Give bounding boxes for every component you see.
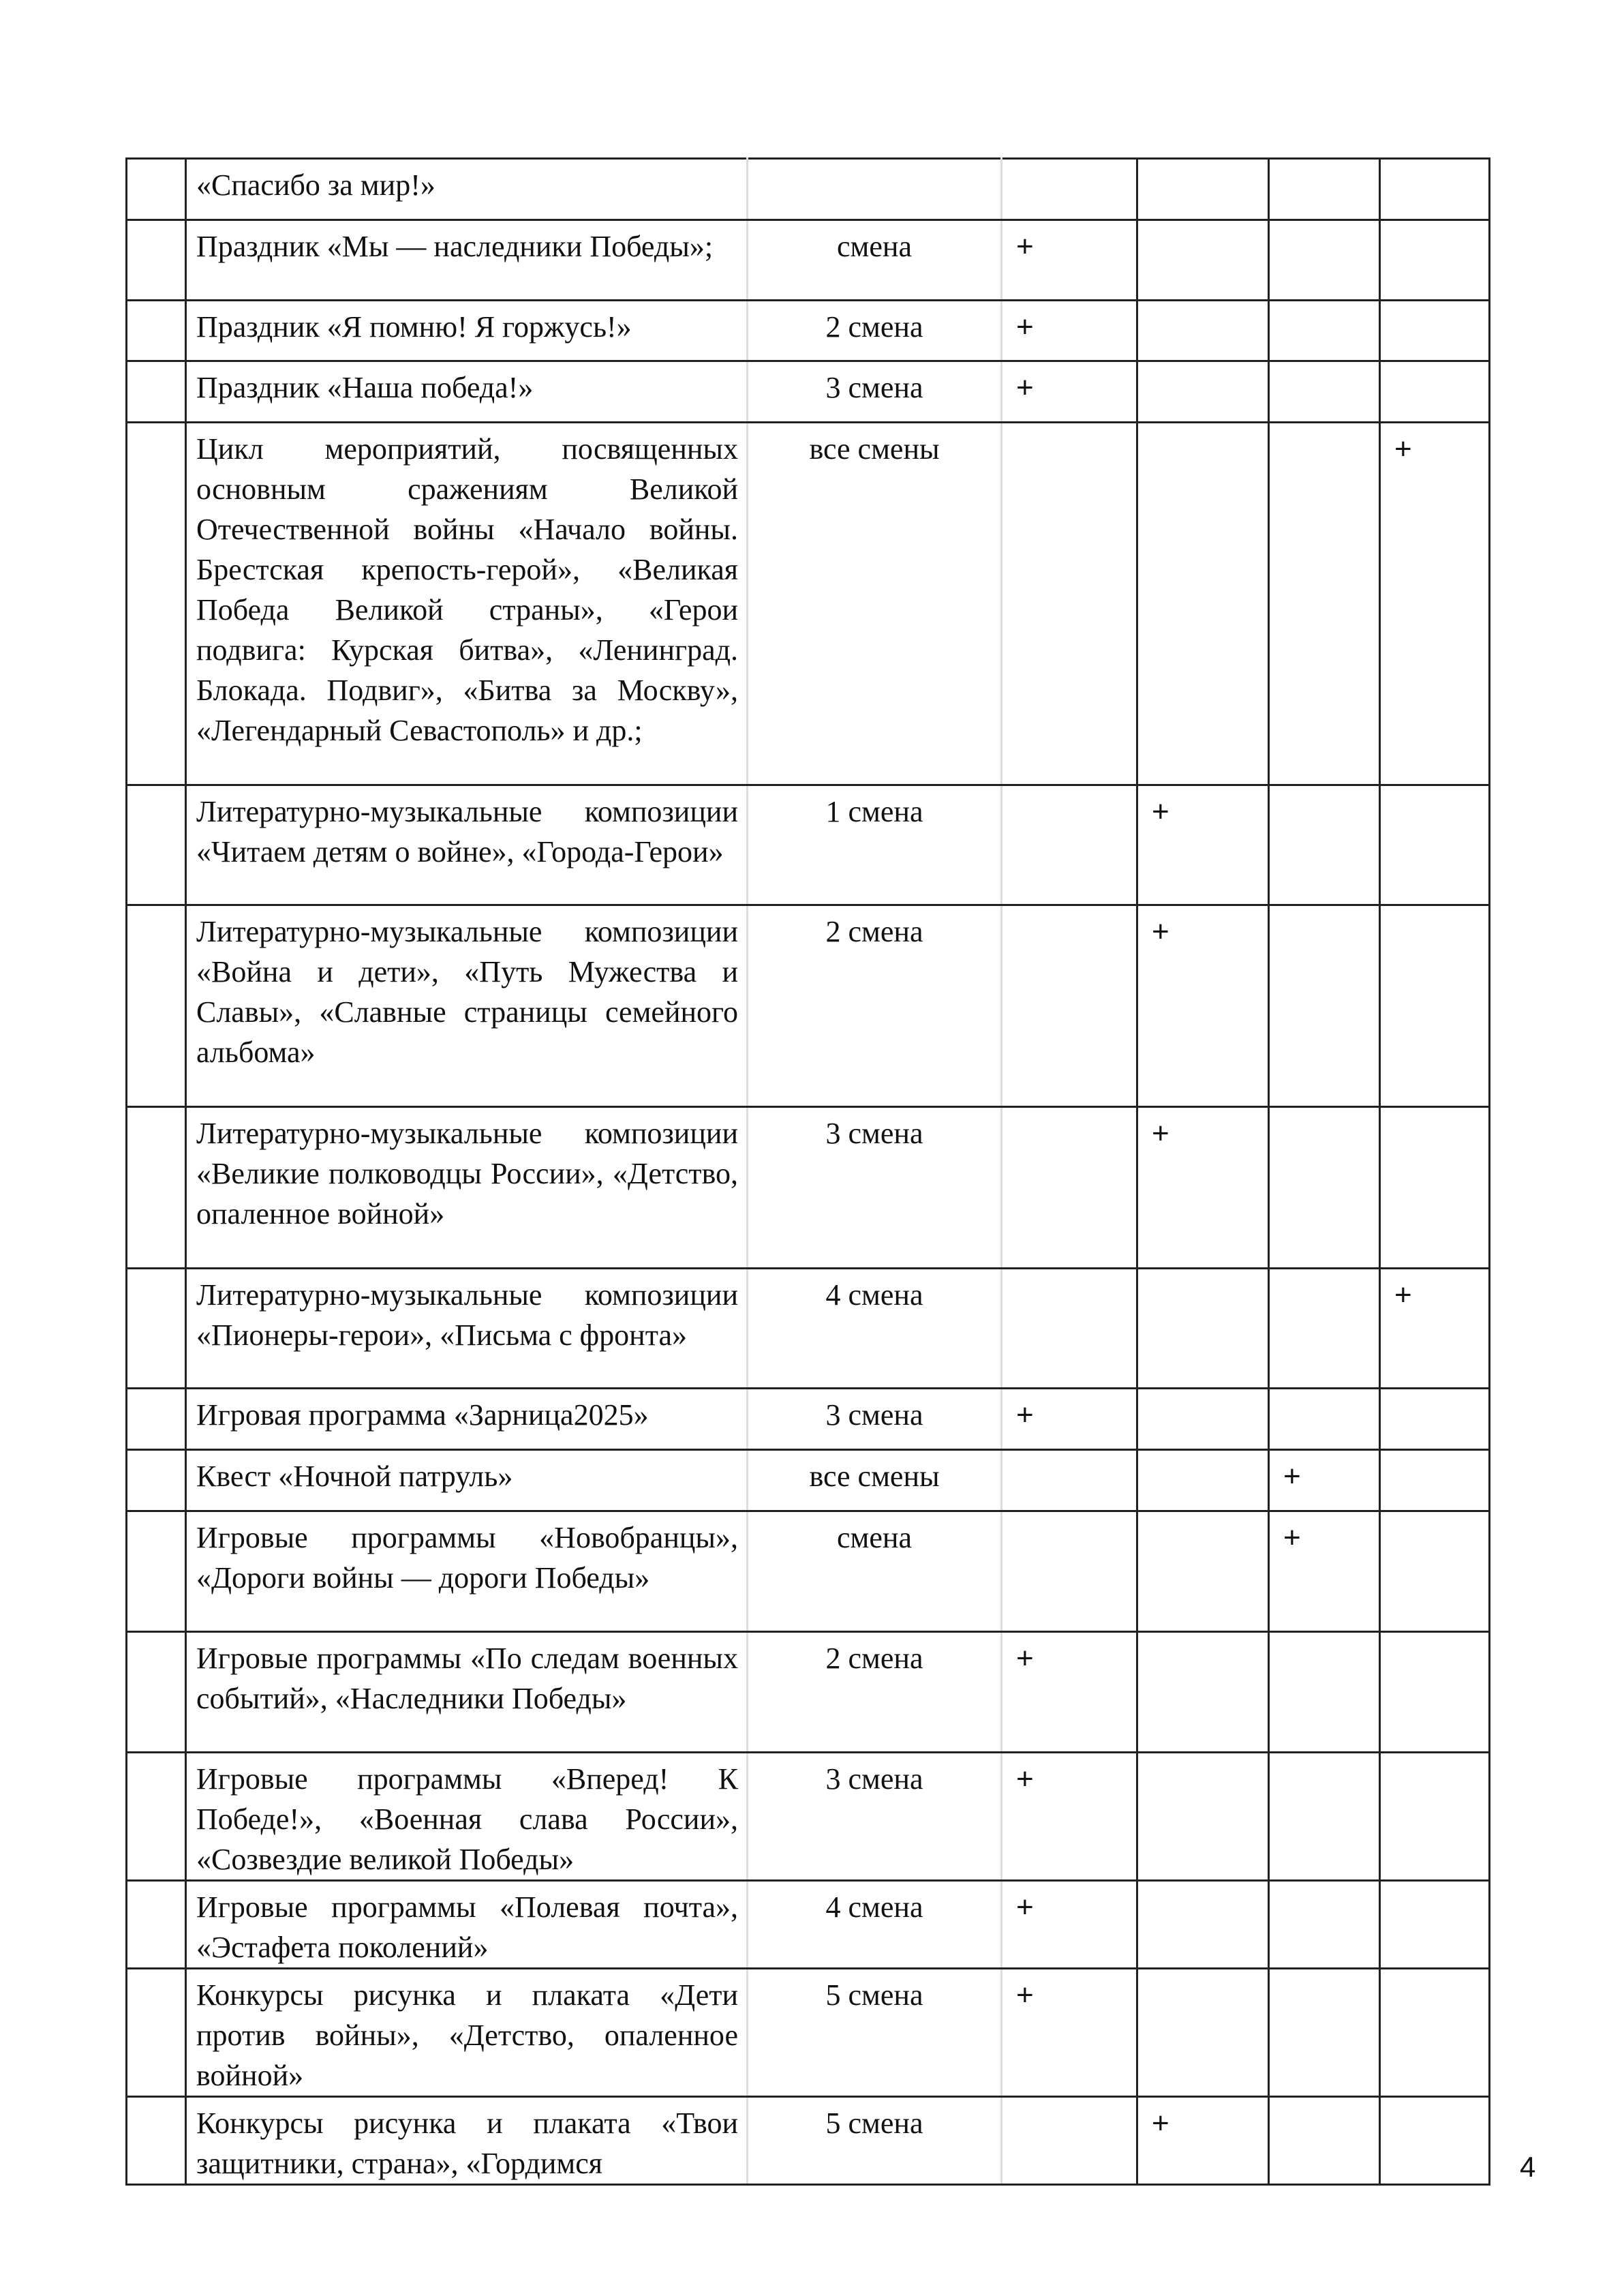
mark-cell-2 bbox=[1137, 159, 1269, 220]
row-number-cell bbox=[127, 1450, 186, 1511]
event-period: смена bbox=[748, 1511, 1002, 1632]
row-number-cell bbox=[127, 159, 186, 220]
mark-cell-1 bbox=[1002, 159, 1137, 220]
mark-cell-2: + bbox=[1137, 2097, 1269, 2185]
event-title: Игровая программа «Зарница2025» bbox=[196, 1398, 649, 1432]
event-title: Конкурсы рисунка и плаката «Дети против войны», «Детство, опаленное войной» bbox=[196, 1978, 738, 2092]
event-title-cell bbox=[186, 2097, 748, 2185]
activities-table bbox=[125, 157, 1490, 2186]
event-title-cell bbox=[186, 1753, 748, 1881]
mark-cell-1 bbox=[1002, 905, 1137, 1107]
event-period: 4 смена bbox=[748, 1881, 1002, 1969]
table-row bbox=[127, 905, 1490, 1107]
mark-cell-3 bbox=[1269, 1632, 1380, 1753]
mark-cell-4 bbox=[1380, 1969, 1490, 2097]
mark-cell-1 bbox=[1002, 1107, 1137, 1269]
mark-cell-2: + bbox=[1137, 905, 1269, 1107]
event-title: Игровые программы «Новобранцы», «Дороги войны — дороги Победы» bbox=[196, 1521, 738, 1595]
table-row bbox=[127, 220, 1490, 301]
mark-cell-4 bbox=[1380, 1389, 1490, 1450]
event-period: 3 смена bbox=[748, 1753, 1002, 1881]
event-period: 3 смена bbox=[748, 1107, 1002, 1269]
mark-cell-3 bbox=[1269, 220, 1380, 301]
row-number-cell bbox=[127, 220, 186, 301]
event-period: 2 смена bbox=[748, 1632, 1002, 1753]
row-number-cell bbox=[127, 1881, 186, 1969]
event-title: Литературно-музыкальные композиции «Война и дети», «Путь Мужества и Славы», «Славные страницы семейного альбома» bbox=[196, 915, 738, 1069]
mark-cell-3: + bbox=[1269, 1511, 1380, 1632]
mark-cell-3 bbox=[1269, 905, 1380, 1107]
mark-cell-2 bbox=[1137, 423, 1269, 785]
row-number-cell bbox=[127, 1389, 186, 1450]
table-body bbox=[127, 159, 1490, 2185]
event-title: Литературно-музыкальные композиции «Великие полководцы России», «Детство, опаленное войной» bbox=[196, 1117, 738, 1230]
mark-cell-2 bbox=[1137, 1511, 1269, 1632]
row-number-cell bbox=[127, 1511, 186, 1632]
row-number-cell bbox=[127, 1632, 186, 1753]
event-period: все смены bbox=[748, 423, 1002, 785]
mark-cell-1: + bbox=[1002, 1881, 1137, 1969]
mark-cell-3 bbox=[1269, 1107, 1380, 1269]
row-number-cell bbox=[127, 1107, 186, 1269]
mark-cell-3 bbox=[1269, 1969, 1380, 2097]
event-title-cell bbox=[186, 1969, 748, 2097]
mark-cell-2: + bbox=[1137, 1107, 1269, 1269]
mark-cell-3 bbox=[1269, 1389, 1380, 1450]
mark-cell-2 bbox=[1137, 1389, 1269, 1450]
event-period: смена bbox=[748, 220, 1002, 301]
mark-cell-3 bbox=[1269, 1753, 1380, 1881]
mark-cell-4 bbox=[1380, 1632, 1490, 1753]
mark-cell-1: + bbox=[1002, 1969, 1137, 2097]
mark-cell-2: + bbox=[1137, 785, 1269, 905]
table-row bbox=[127, 1753, 1490, 1881]
table-row bbox=[127, 1107, 1490, 1269]
table-row bbox=[127, 1269, 1490, 1389]
table-row bbox=[127, 1389, 1490, 1450]
table-row bbox=[127, 1511, 1490, 1632]
mark-cell-4: + bbox=[1380, 1269, 1490, 1389]
mark-cell-1: + bbox=[1002, 301, 1137, 361]
table-row bbox=[127, 1632, 1490, 1753]
row-number-cell bbox=[127, 2097, 186, 2185]
mark-cell-3 bbox=[1269, 1269, 1380, 1389]
mark-cell-2 bbox=[1137, 301, 1269, 361]
mark-cell-3 bbox=[1269, 423, 1380, 785]
mark-cell-3: + bbox=[1269, 1450, 1380, 1511]
event-title-cell bbox=[186, 220, 748, 301]
mark-cell-1 bbox=[1002, 1450, 1137, 1511]
row-number-cell bbox=[127, 905, 186, 1107]
row-number-cell bbox=[127, 361, 186, 423]
event-period: 2 смена bbox=[748, 301, 1002, 361]
event-title-cell bbox=[186, 1511, 748, 1632]
row-number-cell bbox=[127, 785, 186, 905]
event-period: 5 смена bbox=[748, 2097, 1002, 2185]
mark-cell-1: + bbox=[1002, 361, 1137, 423]
mark-cell-2 bbox=[1137, 1269, 1269, 1389]
mark-cell-2 bbox=[1137, 1969, 1269, 2097]
event-title: Игровые программы «По следам военных событий», «Наследники Победы» bbox=[196, 1642, 738, 1715]
event-title-cell bbox=[186, 1107, 748, 1269]
mark-cell-1 bbox=[1002, 1511, 1137, 1632]
page-number: 4 bbox=[1520, 2151, 1536, 2183]
mark-cell-4 bbox=[1380, 1881, 1490, 1969]
mark-cell-2 bbox=[1137, 220, 1269, 301]
mark-cell-1: + bbox=[1002, 1753, 1137, 1881]
event-title-cell bbox=[186, 301, 748, 361]
event-title: Праздник «Наша победа!» bbox=[196, 371, 534, 404]
event-title: Игровые программы «Полевая почта», «Эстафета поколений» bbox=[196, 1890, 738, 1964]
event-title: Праздник «Я помню! Я горжусь!» bbox=[196, 310, 632, 344]
row-number-cell bbox=[127, 301, 186, 361]
event-title: Конкурсы рисунка и плаката «Твои защитники, страна», «Гордимся bbox=[196, 2106, 738, 2180]
mark-cell-4 bbox=[1380, 301, 1490, 361]
mark-cell-2 bbox=[1137, 1450, 1269, 1511]
table-row bbox=[127, 785, 1490, 905]
row-number-cell bbox=[127, 423, 186, 785]
event-period bbox=[748, 159, 1002, 220]
mark-cell-4 bbox=[1380, 1107, 1490, 1269]
event-title: Цикл мероприятий, посвященных основным сражениям Великой Отечественной войны «Начало войны. Брестская крепость-герой», «Великая Победа Великой страны», «Герои подвига: Курская битва», «Ленинград. Блокада. Подвиг», «Битва за Москву», «Легендарный Севастополь» и др.; bbox=[196, 432, 738, 747]
mark-cell-3 bbox=[1269, 2097, 1380, 2185]
event-title-cell bbox=[186, 1269, 748, 1389]
event-title: Квест «Ночной патруль» bbox=[196, 1460, 513, 1493]
mark-cell-4 bbox=[1380, 159, 1490, 220]
event-title-cell bbox=[186, 785, 748, 905]
mark-cell-4 bbox=[1380, 361, 1490, 423]
mark-cell-1 bbox=[1002, 423, 1137, 785]
event-title-cell bbox=[186, 361, 748, 423]
mark-cell-4 bbox=[1380, 1511, 1490, 1632]
mark-cell-2 bbox=[1137, 1632, 1269, 1753]
mark-cell-4 bbox=[1380, 1450, 1490, 1511]
event-period: 4 смена bbox=[748, 1269, 1002, 1389]
table-row bbox=[127, 159, 1490, 220]
row-number-cell bbox=[127, 1753, 186, 1881]
event-title-cell bbox=[186, 423, 748, 785]
mark-cell-1 bbox=[1002, 2097, 1137, 2185]
event-period: 2 смена bbox=[748, 905, 1002, 1107]
mark-cell-4: + bbox=[1380, 423, 1490, 785]
table-row bbox=[127, 361, 1490, 423]
table-row bbox=[127, 1881, 1490, 1969]
mark-cell-1: + bbox=[1002, 1632, 1137, 1753]
mark-cell-2 bbox=[1137, 1881, 1269, 1969]
event-period: 3 смена bbox=[748, 1389, 1002, 1450]
mark-cell-4 bbox=[1380, 785, 1490, 905]
mark-cell-4 bbox=[1380, 1753, 1490, 1881]
event-title: Литературно-музыкальные композиции «Пионеры-герои», «Письма с фронта» bbox=[196, 1278, 738, 1352]
event-title: Литературно-музыкальные композиции «Читаем детям о войне», «Города-Герои» bbox=[196, 795, 738, 868]
event-period: все смены bbox=[748, 1450, 1002, 1511]
mark-cell-3 bbox=[1269, 361, 1380, 423]
row-number-cell bbox=[127, 1969, 186, 2097]
event-title-cell bbox=[186, 1632, 748, 1753]
mark-cell-2 bbox=[1137, 361, 1269, 423]
event-title: Праздник «Мы — наследники Победы»; bbox=[196, 230, 714, 263]
table-row bbox=[127, 1969, 1490, 2097]
mark-cell-1: + bbox=[1002, 1389, 1137, 1450]
row-number-cell bbox=[127, 1269, 186, 1389]
table-row bbox=[127, 1450, 1490, 1511]
event-title-cell bbox=[186, 1881, 748, 1969]
table-row bbox=[127, 301, 1490, 361]
event-period: 1 смена bbox=[748, 785, 1002, 905]
event-title: Игровые программы «Вперед! К Победе!», «Военная слава России», «Созвездие великой Победы» bbox=[196, 1762, 738, 1876]
event-period: 3 смена bbox=[748, 361, 1002, 423]
mark-cell-1 bbox=[1002, 785, 1137, 905]
mark-cell-2 bbox=[1137, 1753, 1269, 1881]
event-period: 5 смена bbox=[748, 1969, 1002, 2097]
event-title-cell bbox=[186, 159, 748, 220]
mark-cell-3 bbox=[1269, 159, 1380, 220]
event-title-cell bbox=[186, 905, 748, 1107]
event-title: «Спасибо за мир!» bbox=[196, 168, 435, 202]
mark-cell-4 bbox=[1380, 905, 1490, 1107]
event-title-cell bbox=[186, 1389, 748, 1450]
mark-cell-3 bbox=[1269, 785, 1380, 905]
mark-cell-1 bbox=[1002, 1269, 1137, 1389]
mark-cell-3 bbox=[1269, 1881, 1380, 1969]
table-row bbox=[127, 423, 1490, 785]
event-title-cell bbox=[186, 1450, 748, 1511]
mark-cell-3 bbox=[1269, 301, 1380, 361]
mark-cell-4 bbox=[1380, 220, 1490, 301]
mark-cell-4 bbox=[1380, 2097, 1490, 2185]
table-row bbox=[127, 2097, 1490, 2185]
mark-cell-1: + bbox=[1002, 220, 1137, 301]
